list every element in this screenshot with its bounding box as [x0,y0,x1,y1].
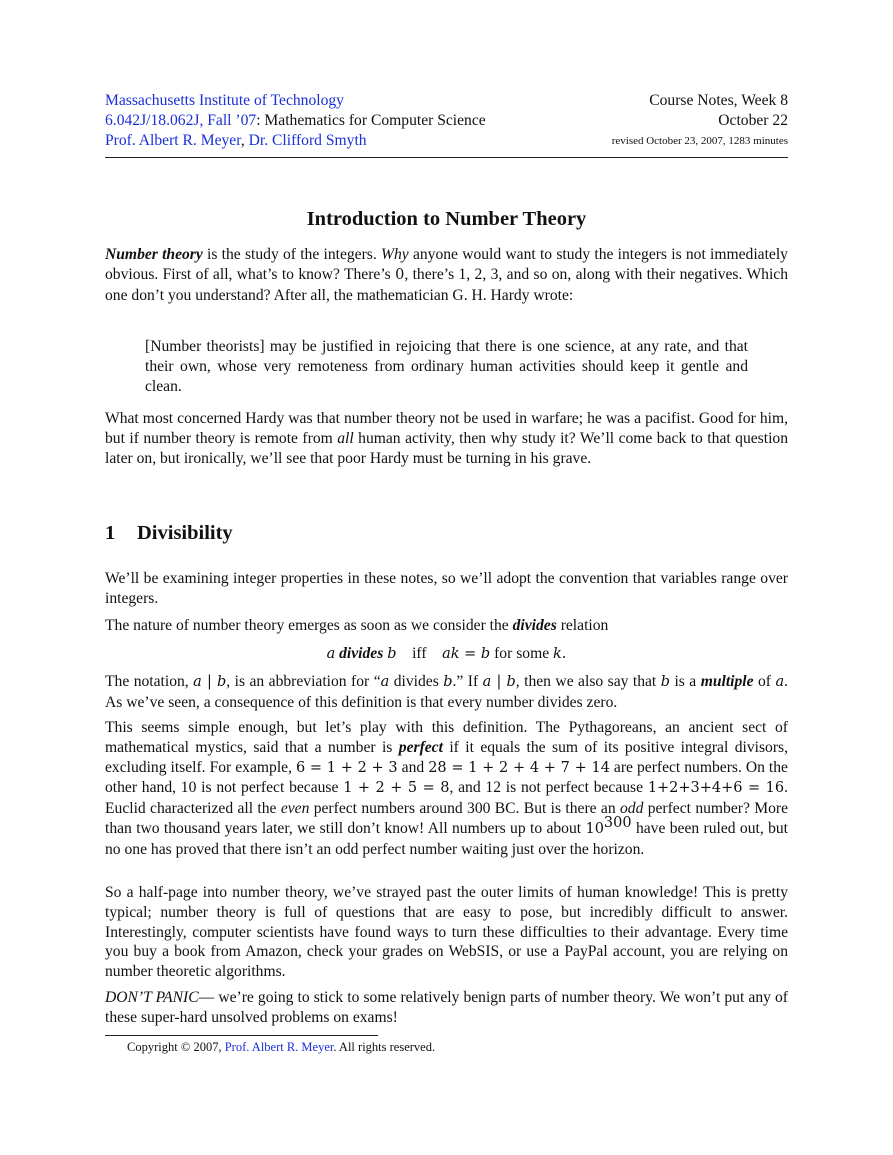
perfect-eq-6: 6 = 1 + 2 + 3 [295,759,398,776]
dont-panic-emphasis: DON’T PANIC [105,989,199,1006]
zero-math: 0 [395,266,405,283]
notation-paragraph [105,672,788,713]
notation-text-e: , then we also say that [515,673,661,690]
perfect-term: perfect [398,738,443,756]
notation-expr2: a [380,674,390,690]
section-number: 1 [105,522,116,544]
even-emphasis: even [280,800,310,818]
course-link[interactable]: 6.042J/18.062J, Fall ’07 [105,112,257,129]
hardy-text-b: human activity, then why study it? We’ll come back to that question later on, but ironically, we’ll see that poor Hardy must be turning in his grave. [105,429,789,467]
divides-intro-paragraph [105,616,788,636]
notation-expr: a | b [193,674,227,690]
professor-smyth-link[interactable]: Dr. Clifford Smyth [248,132,367,149]
def-iff: iff [412,645,427,662]
hardy-quote: [Number theorists] may be justified in rejoicing that there is one science, at any rate, and that their own, whose very remoteness from ordinary human activities should keep it gentle and clean. [145,338,748,395]
perfect-text-b: if it equals the sum of its positive integral divisors, excluding itself. For example, [105,738,788,776]
section-heading-divisibility [105,522,233,545]
perfect-eq-12: 1+2+3+4+6 = 16 [647,780,785,797]
notation-text-f: is a [670,673,701,690]
intro-text-a: is the study of the integers. [202,246,381,263]
page-header [105,91,788,155]
notation-expr5: b [660,674,670,690]
def-divides: divides [339,645,384,662]
divides-term: divides [512,617,557,634]
copyright-author-link[interactable]: Prof. Albert R. Meyer [224,1040,334,1054]
perfect-numbers-paragraph [105,718,788,860]
all-emphasis: all [337,429,354,447]
author-separator: , [240,132,249,149]
footnote-rule [105,1035,378,1036]
half-page-paragraph: So a half-page into number theory, we’ve strayed past the outer limits of human knowledge! This is pretty typical; number theory is full of questions that are easy to pose, but incredibly difficult to answer. Interestingly, computer scientists have found ways to turn these difficulties to their advantage. Every time you buy a book from Amazon, check your grades on WebSIS, or use a PayPal account, you are relying on number theoretic algorithms. [105,884,788,981]
def-formula: ak = b [442,646,491,662]
header-right [612,91,788,151]
def-for-some: for some [490,645,554,662]
divides-definition [105,644,788,664]
perfect-text-g: perfect numbers around 300 BC. But is there an [309,800,620,818]
perfect-text-a: This seems simple enough, but let’s play with this definition. The Pythagoreans, an ancient sect of mathematical mystics, said that a number is [105,719,788,756]
power-exponent: 300 [603,814,632,831]
notation-text-g: of [753,673,776,690]
hardy-text-a: What most concerned Hardy was that number theory not be used in warfare; he was a pacifist. Good for him, but if number theory is remote from [105,410,788,447]
hardy-paragraph [105,409,788,468]
course-notes-week: Course Notes, Week 8 [649,92,788,109]
revision-info: revised October 23, 2007, 1283 minutes [611,135,788,147]
notation-text-c: divides [389,673,444,690]
divides-intro-text-b: relation [556,617,609,634]
header-left [105,91,486,151]
notation-text-d: .” If [452,673,483,690]
odd-emphasis: odd [619,800,644,818]
intro-text-b: anyone would want to study the integers is not immediately obvious. First of all, what’s to know? There’s [105,246,788,283]
rights-text: . All rights reserved. [333,1040,436,1054]
notes-date: October 22 [718,112,788,129]
convention-paragraph: We’ll be examining integer properties in these notes, so we’ll adopt the convention that variables range over integers. [105,570,788,607]
def-a: a [326,646,336,662]
perfect-text-c: and [397,758,429,776]
course-title: : Mathematics for Computer Science [256,112,486,129]
perfect-text-h: perfect number? More than two thousand years later, we still don’t know! All numbers up to about [105,800,788,837]
notation-text-h: . As we’ve seen, a consequence of this definition is that every number divides zero. [105,673,789,711]
copyright-text: Copyright © 2007, [127,1040,225,1054]
notation-text-b: , is an abbreviation for “ [226,673,381,690]
multiple-term: multiple [700,673,754,690]
dont-panic-paragraph [105,988,788,1028]
perfect-eq-10: 1 + 2 + 5 = 8 [343,780,450,797]
number-theory-term: Number theory [105,246,203,263]
dont-panic-text: — we’re going to stick to some relatively benign parts of number theory. We won’t put any of these super-hard unsolved problems on exams! [105,989,788,1026]
institution-link[interactable]: Massachusetts Institute of Technology [105,92,344,109]
notation-text-a: The notation, [105,673,194,690]
def-k: k. [553,646,567,662]
document-title: Introduction to Number Theory [306,208,587,230]
document-page [105,91,789,1054]
def-b: b [387,646,397,662]
perfect-text-i: have been ruled out, but no one has proved that there isn’t an odd perfect number waiting just over the horizon. [105,819,789,858]
notation-expr6: a [775,674,785,690]
copyright-footnote [127,1039,435,1055]
perfect-eq-28: 28 = 1 + 2 + 4 + 7 + 14 [428,759,610,776]
notation-expr4: a | b [482,674,516,690]
why-emphasis: Why [380,246,409,263]
divides-intro-text-a: The nature of number theory emerges as soon as we consider the [105,617,513,634]
power-base: 10 [585,820,604,837]
professor-meyer-link[interactable]: Prof. Albert R. Meyer [105,132,241,149]
intro-text-c: , there’s 1, 2, 3, and so on, along with their negatives. Which one don’t you understand? After all, the mathematician G. H. Hardy wrote: [105,265,789,304]
intro-paragraph [105,245,788,305]
header-rule [105,157,788,158]
section-title: Divisibility [137,522,233,544]
perfect-text-e: , and 12 is not perfect because [449,779,648,797]
notation-expr3: b [443,674,453,690]
perfect-text-f: . Euclid characterized all the [105,779,789,818]
perfect-text-d: are perfect numbers. On the other hand, 10 is not perfect because [105,758,788,797]
